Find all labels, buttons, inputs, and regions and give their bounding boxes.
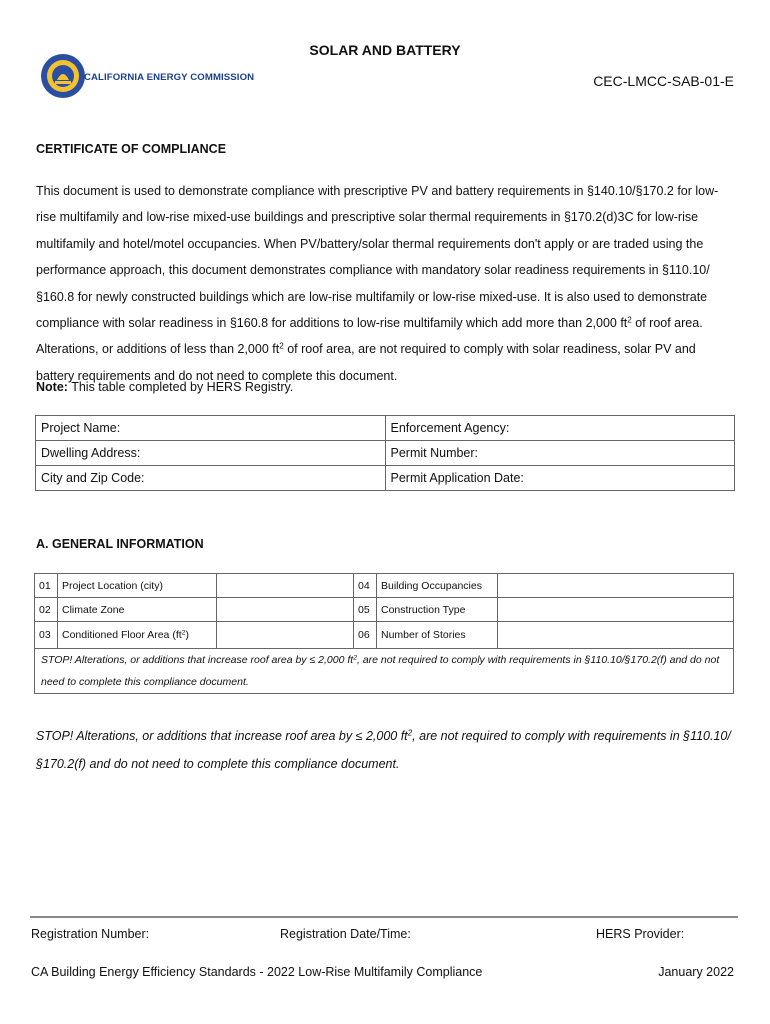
table-row [36,416,735,441]
intro-text-3: of roof area, are not required to comply with solar readiness, solar PV and battery requirements and do not need to complete this document. [36,342,696,383]
number-of-stories-value[interactable] [498,622,734,649]
table-row [36,441,735,466]
stop-notice-post: , are not required to comply with requirements in §110.10/§170.2(f) and do not need to complete this compliance document. [36,729,731,771]
construction-type-value[interactable] [498,598,734,622]
table-row [36,466,735,491]
intro-text-2: of roof area. Alterations, or additions of less than 2,000 ft [36,316,703,357]
number-of-stories-label: Number of Stories [377,622,498,649]
row-number: 05 [354,598,377,622]
logo-wordmark: CALIFORNIA ENERGY COMMISSION [84,72,255,83]
construction-type-label: Construction Type [377,598,498,622]
stop-text-pre: STOP! Alterations, or additions that increase roof area by ≤ 2,000 ft [41,654,354,666]
building-occupancies-label: Building Occupancies [377,574,498,598]
intro-paragraph [36,178,736,389]
table-row [35,649,734,694]
footer-divider [30,916,738,918]
row-number: 03 [35,622,58,649]
climate-zone-value[interactable] [217,598,354,622]
climate-zone-label: Climate Zone [58,598,217,622]
general-information-table [34,573,734,694]
enforcement-agency-field[interactable]: Enforcement Agency: [385,416,735,441]
table-row [35,598,734,622]
project-name-field[interactable]: Project Name: [36,416,386,441]
stop-notice [36,722,741,778]
stop-notice-pre: STOP! Alterations, or additions that increase roof area by ≤ 2,000 ft [36,729,408,743]
document-title: SOLAR AND BATTERY [309,42,461,58]
cfa-text: Conditioned Floor Area (ft [62,629,182,641]
project-location-label: Project Location (city) [58,574,217,598]
row-number: 04 [354,574,377,598]
conditioned-floor-area-value[interactable] [217,622,354,649]
note-line [36,380,293,394]
conditioned-floor-area-label [58,622,217,649]
row-number: 06 [354,622,377,649]
certificate-heading: CERTIFICATE OF COMPLIANCE [36,142,227,156]
project-location-value[interactable] [217,574,354,598]
intro-sup-1: 2 [627,315,632,325]
form-code: CEC-LMCC-SAB-01-E [593,73,734,89]
dwelling-address-field[interactable]: Dwelling Address: [36,441,386,466]
cfa-sup: 2 [181,629,186,637]
standards-footer: CA Building Energy Efficiency Standards - 2022 Low-Rise Multifamily Compliance [31,965,483,979]
footer-date: January 2022 [658,965,734,979]
cec-logo [40,50,255,110]
row-number: 01 [35,574,58,598]
intro-text-1: This document is used to demonstrate compliance with prescriptive PV and battery requirements in §140.10/§170.2 for low-rise multifamily and low-rise mixed-use buildings and prescriptive solar thermal requirements in §170.2(d)3C for low-rise multifamily and hotel/motel occupancies. When PV/battery/solar thermal requirements don't apply or are traded using the performance approach, this document demonstrates compliance with mandatory solar readiness requirements in §110.10/ §160.8 for newly constructed buildings which are low-rise multifamily or low-rise mixed-use. It is also used to demonstrate compliance with solar readiness in §160.8 for additions to low-rise multifamily which add more than 2,000 ft [36,184,719,331]
note-text: This table completed by HERS Registry. [67,380,294,394]
cfa-text-end: ) [185,629,189,641]
table-row [35,574,734,598]
table-row [35,622,734,649]
stop-notice-sup: 2 [407,728,413,738]
note-label: Note: [36,380,68,394]
section-a-stop-notice [35,649,734,694]
section-a-heading: A. GENERAL INFORMATION [36,537,204,551]
building-occupancies-value[interactable] [498,574,734,598]
stop-sup: 2 [353,654,357,662]
project-info-table [35,415,735,491]
hers-provider-label: HERS Provider: [596,927,685,941]
registration-datetime-label: Registration Date/Time: [280,927,411,941]
permit-number-field[interactable]: Permit Number: [385,441,735,466]
permit-application-date-field[interactable]: Permit Application Date: [385,466,735,491]
intro-sup-2: 2 [279,341,284,351]
registration-number-label: Registration Number: [31,927,150,941]
stop-text-post: , are not required to comply with requirements in §110.10/§170.2(f) and do not need to complete this compliance document. [41,654,720,688]
row-number: 02 [35,598,58,622]
city-zip-field[interactable]: City and Zip Code: [36,466,386,491]
